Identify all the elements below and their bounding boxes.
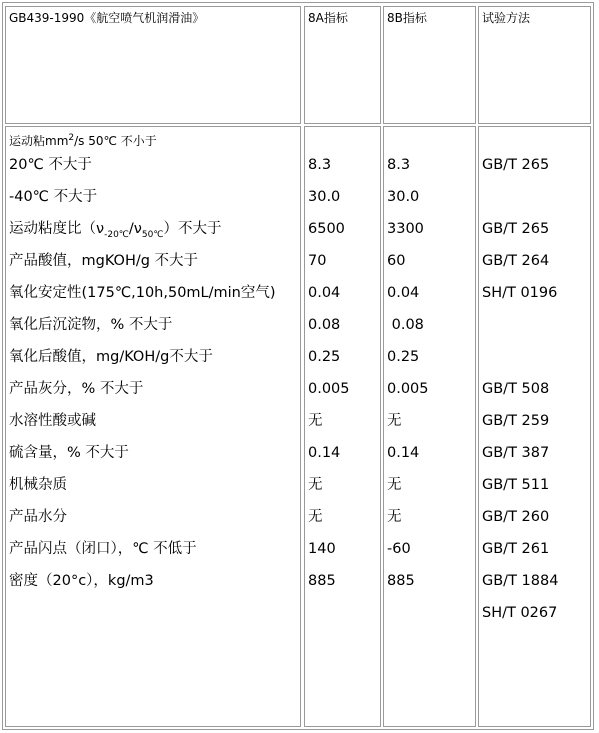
method-value: GB/T 508 xyxy=(482,381,550,397)
value-8a: 无 xyxy=(308,509,323,525)
method-value: GB/T 265 xyxy=(482,221,550,237)
value-8a: 6500 xyxy=(308,221,345,237)
label-row-7: 产品灰分，% 不大于 xyxy=(9,381,144,397)
method-value: GB/T 261 xyxy=(482,541,550,557)
header-8a: 8A指标 xyxy=(308,11,348,25)
header-8b: 8B指标 xyxy=(387,11,427,25)
method-value: GB/T 265 xyxy=(482,157,550,173)
label-row-13: 密度（20°c），kg/m3 xyxy=(9,573,154,589)
body-8a-cell xyxy=(304,126,381,727)
label-row-0: 20℃ 不大于 xyxy=(9,157,92,173)
value-8a: 无 xyxy=(308,477,323,493)
method-value: SH/T 0196 xyxy=(482,285,558,301)
header-method-cell xyxy=(478,6,591,124)
label-row-11: 产品水分 xyxy=(9,509,67,525)
value-8a: 8.3 xyxy=(308,157,332,173)
value-8a: 0.25 xyxy=(308,349,341,365)
method-value: GB/T 259 xyxy=(482,413,550,429)
value-8b: 885 xyxy=(387,573,415,589)
method-value: SH/T 0267 xyxy=(482,605,558,621)
label-row-5: 氧化后沉淀物，% 不大于 xyxy=(9,317,173,333)
method-value: GB/T 1884 xyxy=(482,573,559,589)
body-label-cell xyxy=(5,126,301,727)
value-8a: 无 xyxy=(308,413,323,429)
value-8b: 无 xyxy=(387,509,402,525)
body-8b-cell xyxy=(383,126,476,727)
value-8b: 8.3 xyxy=(387,157,411,173)
value-8b: 0.04 xyxy=(387,285,420,301)
value-8b: 3300 xyxy=(387,221,424,237)
value-8a: 0.08 xyxy=(308,317,341,333)
label-row-2: 运动粘度比$(\nu_{-20℃}/\nu_{50℃})$不大于 xyxy=(9,221,222,240)
value-8a: 30.0 xyxy=(308,189,341,205)
value-8b: 无 xyxy=(387,413,402,429)
value-8a: 0.14 xyxy=(308,445,341,461)
method-value: GB/T 387 xyxy=(482,445,550,461)
method-value: GB/T 260 xyxy=(482,509,550,525)
header-method: 试验方法 xyxy=(482,11,531,25)
header-8a-cell xyxy=(304,6,381,124)
label-row-8: 水溶性酸或碱 xyxy=(9,413,96,429)
body-method-cell xyxy=(478,126,591,727)
value-8a: 140 xyxy=(308,541,336,557)
label-row-10: 机械杂质 xyxy=(9,477,67,493)
label-row-12: 产品闪点（闭口），℃ 不低于 xyxy=(9,541,197,557)
value-8b: 60 xyxy=(387,253,406,269)
method-value: GB/T 264 xyxy=(482,253,550,269)
value-8b: -60 xyxy=(387,541,411,557)
value-8a: 0.04 xyxy=(308,285,341,301)
header-spec-cell xyxy=(5,6,301,124)
label-row-3: 产品酸值，mgKOH/g 不大于 xyxy=(9,253,199,269)
label-row-4: 氧化安定性(175℃,10h,50mL/min空气) xyxy=(9,285,276,301)
label-row-9: 硫含量，% 不大于 xyxy=(9,445,129,461)
header-spec-title: GB439-1990《航空喷气机润滑油》 xyxy=(9,11,205,25)
value-8a: 70 xyxy=(308,253,327,269)
value-8b: 30.0 xyxy=(387,189,420,205)
value-8b: 无 xyxy=(387,477,402,493)
label-row-6: 氧化后酸值，mg/KOH/g不大于 xyxy=(9,349,213,365)
value-8b: 0.14 xyxy=(387,445,420,461)
value-8b: 0.25 xyxy=(387,349,420,365)
value-8b: 0.005 xyxy=(387,381,429,397)
value-8a: 0.005 xyxy=(308,381,350,397)
label-row-1: -40℃ 不大于 xyxy=(9,189,98,205)
value-8b: 0.08 xyxy=(387,317,424,333)
value-8a: 885 xyxy=(308,573,336,589)
header-8b-cell xyxy=(383,6,476,124)
viscosity-header: 运动粘$mm^2/s$ 50℃ 不小于 xyxy=(9,133,157,148)
method-value: GB/T 511 xyxy=(482,477,550,493)
